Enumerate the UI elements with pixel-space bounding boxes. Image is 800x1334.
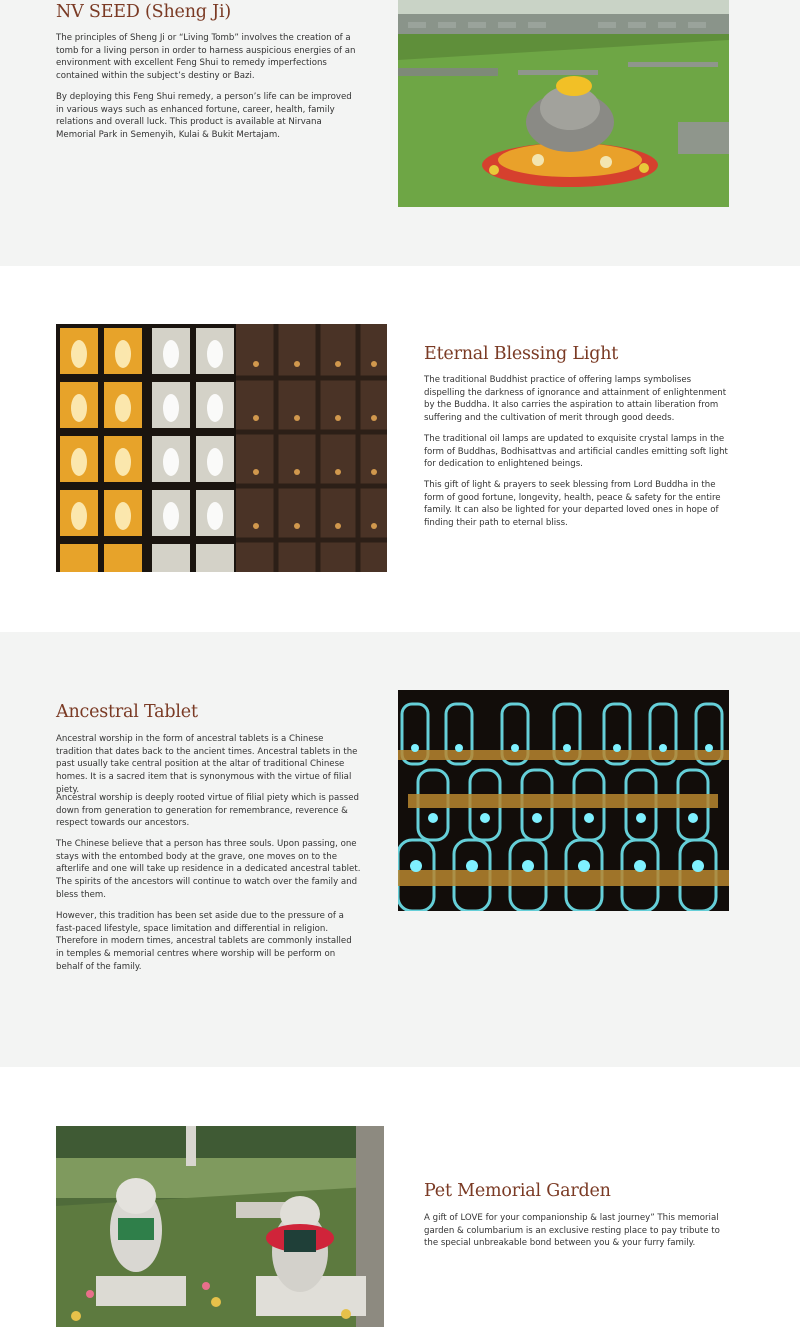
ancestral-tablet-title: Ancestral Tablet	[56, 702, 198, 722]
eternal-blessing-light-paragraph-3: This gift of light & prayers to seek blessing from Lord Buddha in the form of good fortune, longevity, health, peace & safety for the entire family. It can also be lighted for your departed loved ones in hope of finding their path to eternal bliss.	[424, 480, 721, 529]
pet-memorial-garden-title: Pet Memorial Garden	[424, 1181, 611, 1201]
pet-memorial-garden-photo	[56, 1126, 384, 1327]
ancestral-tablet-section	[0, 632, 800, 1067]
ancestral-tablets-photo	[398, 690, 729, 911]
eternal-blessing-light-paragraph-1: The traditional Buddhist practice of offering lamps symbolises dispelling the darkness of ignorance and attainment of enlightenment by the Buddha. It also carries the aspiration to attain liberation from suffering and the cultivation of merit through good deeds.	[424, 375, 727, 424]
ancestral-tablet-paragraph-1: Ancestral worship in the form of ancestral tablets is a Chinese tradition that dates back to the ancient times. Ancestral tablets in the past usually take central position at the altar of traditional Chinese homes. It is a sacred item that is synonymous with the virtue of filial piety.	[56, 734, 358, 795]
buddha-lamps-photo	[56, 324, 387, 572]
eternal-blessing-light-section	[0, 266, 800, 632]
pet-memorial-garden-paragraph-1: A gift of LOVE for your companionship & last journey” This memorial garden & columbarium is an exclusive resting place to pay tribute to the special unbreakable bond between you & your furry family.	[424, 1213, 720, 1249]
tortoise-statue-garden-photo	[398, 0, 729, 207]
pet-memorial-garden-section	[0, 1067, 800, 1334]
ancestral-tablet-paragraph-2: Ancestral worship is deeply rooted virtue of filial piety which is passed down from generation to generation for remembrance, reverence & respect towards our ancestors.	[56, 793, 359, 829]
nv-seed-paragraph-2: By deploying this Feng Shui remedy, a person’s life can be improved in various ways such as enhanced fortune, career, health, family relations and overall luck. This product is available at Nirvana Memorial Park in Semenyih, Kulai & Bukit Mertajam.	[56, 92, 352, 141]
eternal-blessing-light-title: Eternal Blessing Light	[424, 344, 619, 364]
nv-seed-title: NV SEED (Sheng Ji)	[56, 2, 231, 22]
ancestral-tablet-paragraph-4: However, this tradition has been set aside due to the pressure of a fast-paced lifestyle, space limitation and differential in religion. Therefore in modern times, ancestral tablets are commonly installed in temples & memorial centres where worship will be perform on behalf of the family.	[56, 911, 352, 972]
ancestral-tablet-paragraph-3: The Chinese believe that a person has three souls. Upon passing, one stays with the entombed body at the grave, one moves on to the afterlife and one will take up residence in a dedicated ancestral tablet. The spirits of the ancestors will continue to watch over the family and bless them.	[56, 839, 361, 900]
nv-seed-paragraph-1: The principles of Sheng Ji or “Living Tomb” involves the creation of a tomb for a living person in order to harness auspicious energies of an environment with excellent Feng Shui to remedy imperfections contained within the subject’s destiny or Bazi.	[56, 33, 356, 82]
nv-seed-section	[0, 0, 800, 266]
eternal-blessing-light-paragraph-2: The traditional oil lamps are updated to exquisite crystal lamps in the form of Buddhas, Bodhisattvas and artificial candles emitting soft light for dedication to enlightened beings.	[424, 434, 728, 470]
